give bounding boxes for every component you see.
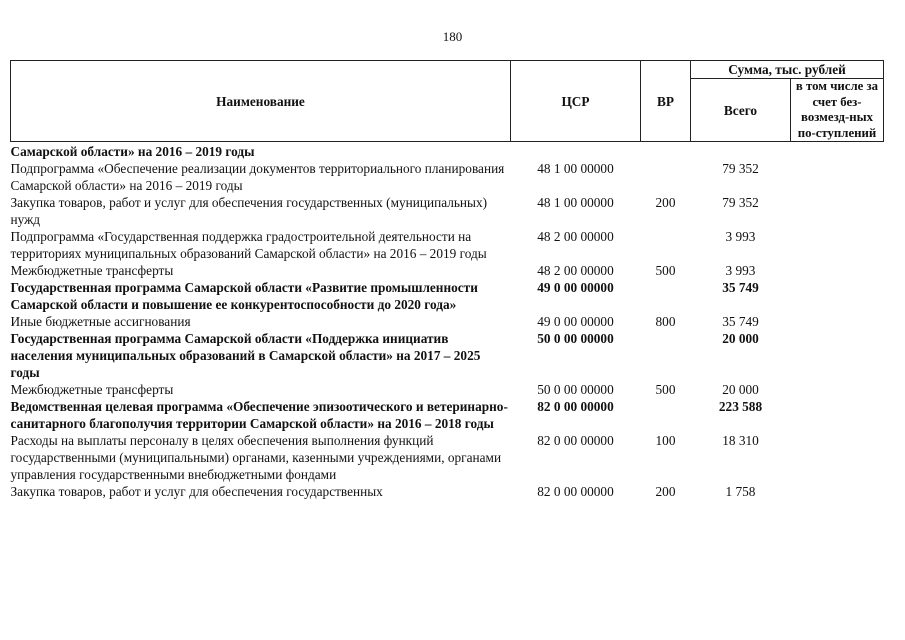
table-row [11, 432, 884, 483]
row-name: Закупка товаров, работ и услуг для обеспечения государственных (муниципальных) нужд [10, 195, 488, 227]
row-name: Самарской области» на 2016 – 2019 годы [10, 144, 255, 159]
row-total: 79 352 [722, 195, 759, 210]
table-row [11, 160, 884, 194]
row-vr: 800 [655, 314, 676, 329]
table-row [11, 381, 884, 398]
row-total: 20 000 [722, 382, 759, 397]
row-vr: 200 [655, 195, 676, 210]
row-vr: 100 [655, 433, 676, 448]
row-name: Подпрограмма «Государственная поддержка градостроительной деятельности на территориях муниципальных образований Самарской области» на 2016 – 2019 годы [10, 229, 487, 261]
row-free [791, 330, 884, 381]
row-total [691, 142, 791, 161]
row-name: Расходы на выплаты персоналу в целях обеспечения выполнения функций государственными (муниципальными) органами, казенными учреждениями, органами управления государственными внебюджетными фондами [10, 433, 502, 482]
row-total: 223 588 [718, 399, 763, 414]
table-row [11, 279, 884, 313]
row-csr: 48 1 00 00000 [537, 195, 614, 210]
row-free [791, 398, 884, 432]
row-vr [641, 142, 691, 161]
row-vr [641, 228, 691, 262]
row-csr: 82 0 00 00000 [537, 484, 614, 499]
row-vr: 200 [655, 484, 676, 499]
row-csr: 50 0 00 00000 [537, 331, 614, 346]
row-csr: 82 0 00 00000 [537, 399, 614, 414]
table-row [11, 228, 884, 262]
row-total: 35 749 [722, 280, 759, 295]
row-vr [641, 330, 691, 381]
row-total: 3 993 [725, 263, 756, 278]
row-total: 79 352 [722, 161, 759, 176]
row-total: 35 749 [722, 314, 759, 329]
table-header [11, 61, 884, 142]
row-free [791, 142, 884, 161]
row-free [791, 262, 884, 279]
row-vr [641, 398, 691, 432]
row-total: 1 758 [725, 484, 756, 499]
row-free [791, 381, 884, 398]
row-name: Закупка товаров, работ и услуг для обеспечения государственных [10, 484, 383, 499]
row-free [791, 228, 884, 262]
table-row [11, 398, 884, 432]
row-free [791, 483, 884, 500]
row-csr: 48 2 00 00000 [537, 263, 614, 278]
row-csr: 49 0 00 00000 [537, 280, 614, 295]
row-csr [511, 142, 641, 161]
table-row [11, 330, 884, 381]
row-free [791, 194, 884, 228]
table-row [11, 194, 884, 228]
page-number: 180 [442, 29, 463, 44]
row-csr: 48 2 00 00000 [537, 229, 614, 244]
table-row [11, 483, 884, 500]
row-csr: 82 0 00 00000 [537, 433, 614, 448]
row-name: Государственная программа Самарской области «Поддержка инициатив населения муниципальных образований в Самарской области» на 2017 – 2025 годы [10, 331, 481, 380]
row-vr [641, 279, 691, 313]
row-csr: 49 0 00 00000 [537, 314, 614, 329]
row-total: 18 310 [722, 433, 759, 448]
header-sum: Сумма, тыс. рублей [691, 61, 884, 79]
row-free [791, 279, 884, 313]
row-free [791, 313, 884, 330]
table-body [11, 142, 884, 501]
row-name: Ведомственная целевая программа «Обеспечение эпизоотического и ветеринарно-санитарного благополучия территории Самарской области» на 2016 – 2018 годы [10, 399, 508, 431]
row-name: Межбюджетные трансферты [10, 263, 174, 278]
header-vr: ВР [641, 61, 691, 142]
row-name: Подпрограмма «Обеспечение реализации документов территориального планирования Самарской области» на 2016 – 2019 годы [10, 161, 505, 193]
table-row [11, 142, 884, 161]
row-name: Иные бюджетные ассигнования [10, 314, 191, 329]
table-row [11, 313, 884, 330]
row-vr [641, 160, 691, 194]
header-free: в том числе за счет без-возмезд-ных по-ступлений [791, 79, 884, 142]
row-vr: 500 [655, 382, 676, 397]
row-csr: 48 1 00 00000 [537, 161, 614, 176]
header-name: Наименование [11, 61, 511, 142]
row-vr: 500 [655, 263, 676, 278]
row-free [791, 160, 884, 194]
row-free [791, 432, 884, 483]
table-row [11, 262, 884, 279]
row-total: 20 000 [722, 331, 759, 346]
header-total: Всего [691, 79, 791, 142]
row-name: Межбюджетные трансферты [10, 382, 174, 397]
header-csr: ЦСР [511, 61, 641, 142]
budget-table [10, 60, 884, 500]
row-name: Государственная программа Самарской области «Развитие промышленности Самарской области и повышение ее конкурентоспособности до 2020 года» [10, 280, 478, 312]
row-csr: 50 0 00 00000 [537, 382, 614, 397]
row-total: 3 993 [725, 229, 756, 244]
